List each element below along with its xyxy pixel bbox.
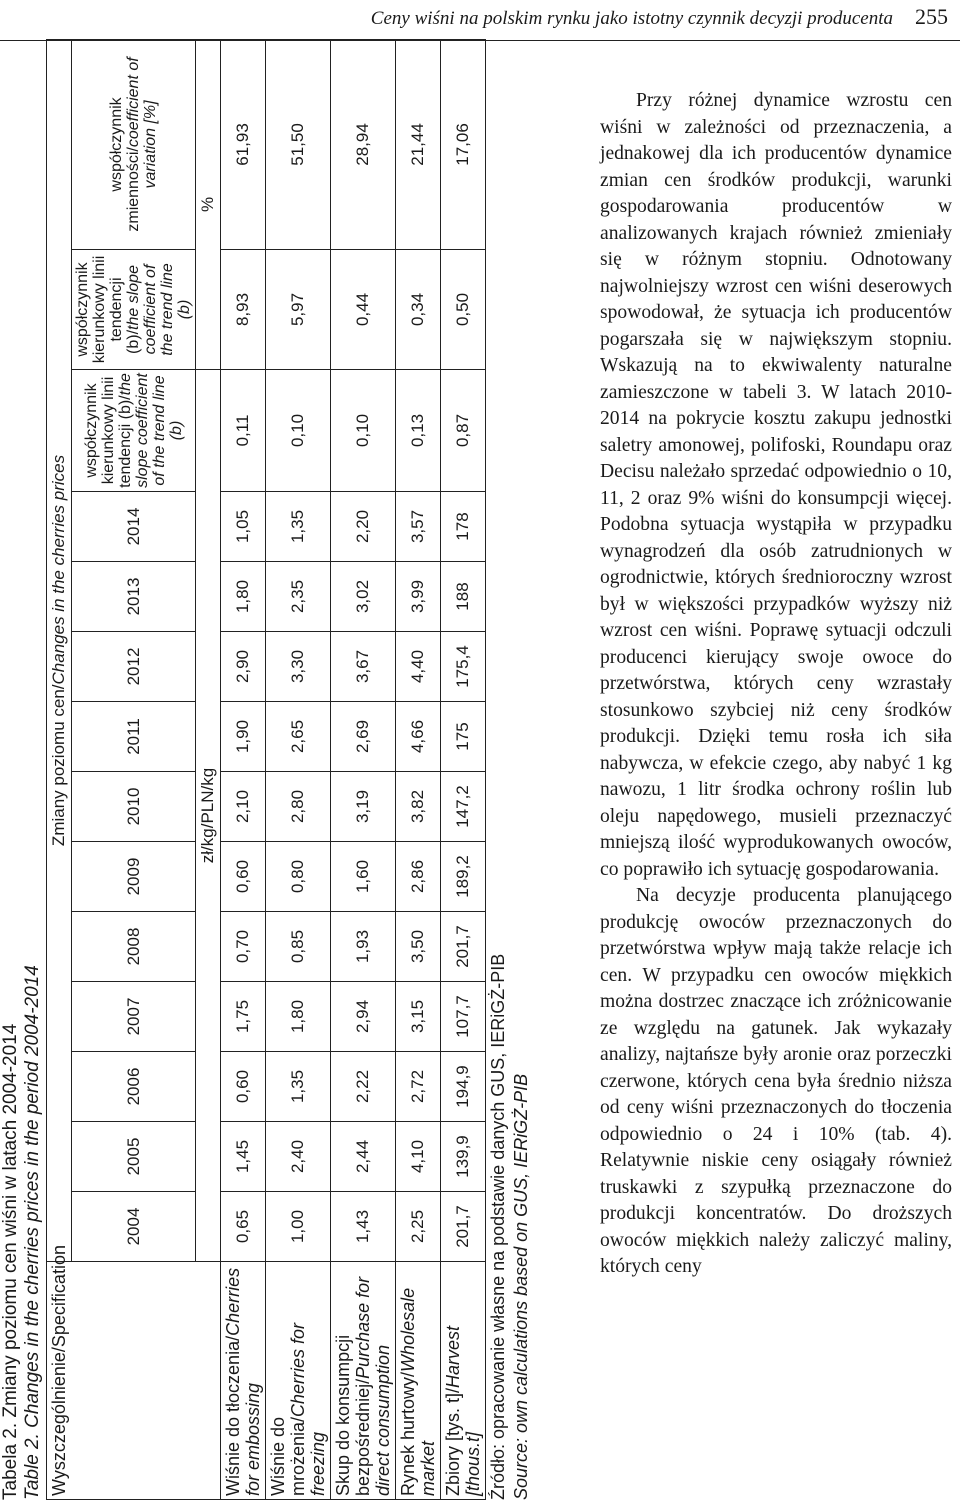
paragraph: Na decyzje producenta planującego produkcję owoców przeznaczonych do przetwórstwa wpływ mają także relacje ich cen. W przypadku cen owoców miękkich można dostrzec znaczące ich zróżnicowanie ze względu na gatunek. Jak wykazały analizy, najtańsze były aronie oraz porzeczki czerwone, których cena była średnio niższa od ceny wiśni przeznaczonych do tłoczenia odpowiednio o 24 i 10% (tab. 4). Relatywnie niskie ceny osiągały również truskawki z szypułką przeznaczone do produkcji koncentratów. Do droższych owoców miękkich należy zaliczyć maliny, których ceny (600, 885, 952, 1277)
value-cell: 0,85 (266, 912, 331, 982)
col-b2-en: the slope coefficient of the trend line (b) (125, 263, 193, 356)
stat-cell-b1: 0,11 (221, 370, 266, 492)
value-cell: 3,15 (396, 982, 441, 1052)
col-b1-en: the slope coefficient of the trend line (b) (116, 373, 185, 488)
value-cell: 4,10 (396, 1122, 441, 1192)
row-label-en: Harvest [thous.t] (443, 1325, 483, 1496)
value-cell: 2,10 (221, 772, 266, 842)
stat-cell-v: 21,44 (396, 39, 441, 249)
col-v-header (72, 39, 196, 249)
row-label-pl: Wiśnie do tłoczenia/ (223, 1335, 243, 1496)
value-cell: 1,35 (266, 1052, 331, 1122)
body-text-column (600, 88, 952, 1281)
value-cell: 194,9 (441, 1052, 486, 1122)
value-cell: 201,7 (441, 1192, 486, 1262)
value-cell: 3,50 (396, 912, 441, 982)
col-v-pl: współczynnik zmienności/ (108, 97, 142, 232)
value-cell: 1,43 (331, 1192, 396, 1262)
spec-header: Wyszczególnienie/Specification (47, 1262, 221, 1500)
value-cell: 107,7 (441, 982, 486, 1052)
row-label (331, 1262, 396, 1500)
col-b2-pl: współczynnik kierunkowy linii tendencji (b)/ (74, 255, 142, 364)
value-cell: 1,00 (266, 1192, 331, 1262)
row-label-en: Cherries for embossing (223, 1267, 263, 1496)
stat-cell-v: 28,94 (331, 39, 396, 249)
year-header: 2014 (72, 492, 196, 562)
value-cell: 175,4 (441, 632, 486, 702)
value-cell: 175 (441, 702, 486, 772)
table-caption-pl: Tabela 2. Zmiany poziomu cen wiśni w latach 2004-2014 (0, 1023, 21, 1500)
value-cell: 1,80 (221, 562, 266, 632)
stat-cell-v: 51,50 (266, 39, 331, 249)
value-cell: 3,02 (331, 562, 396, 632)
value-cell: 3,67 (331, 632, 396, 702)
value-cell: 3,82 (396, 772, 441, 842)
table-row (396, 39, 441, 1499)
row-label (441, 1262, 486, 1500)
year-header: 2013 (72, 562, 196, 632)
stat-cell-b2: 5,97 (266, 250, 331, 370)
col-v-en: coefficient of variation [%] (125, 57, 159, 189)
row-label (221, 1262, 266, 1500)
table-row (221, 39, 266, 1499)
year-header: 2012 (72, 632, 196, 702)
col-b1-pl: współczynnik kierunkowy linii tendencji (b)/ (82, 376, 134, 488)
value-cell: 1,75 (221, 982, 266, 1052)
value-cell: 0,65 (221, 1192, 266, 1262)
source-en: Source: own calculations based on GUS, IERiGŻ-PIB (511, 1073, 531, 1500)
year-header: 2007 (72, 982, 196, 1052)
value-cell: 2,69 (331, 702, 396, 772)
unit-price: zł/kg/PLN/kg (196, 370, 221, 1262)
col-b1-header (72, 370, 196, 492)
stat-cell-b1: 0,10 (266, 370, 331, 492)
table-caption-en: Table 2. Changes in the cherries prices in the period 2004-2014 (22, 965, 43, 1500)
value-cell: 4,66 (396, 702, 441, 772)
value-cell: 4,40 (396, 632, 441, 702)
table-row (331, 39, 396, 1499)
value-cell: 3,19 (331, 772, 396, 842)
value-cell: 2,40 (266, 1122, 331, 1192)
row-label-en: Cherries for freezing (288, 1322, 328, 1496)
row-label (266, 1262, 331, 1500)
value-cell: 1,60 (331, 842, 396, 912)
value-cell: 3,57 (396, 492, 441, 562)
value-cell: 0,60 (221, 1052, 266, 1122)
year-header: 2008 (72, 912, 196, 982)
value-cell: 2,90 (221, 632, 266, 702)
table-row (266, 39, 331, 1499)
rotated-table-block (0, 40, 585, 1500)
source-pl: Źródło: opracowanie własne na podstawie danych GUS, IERiGŻ-PIB (488, 953, 508, 1500)
value-cell: 2,80 (266, 772, 331, 842)
row-label-pl: Skup do konsumpcji bezpośredniej/ (333, 1334, 373, 1496)
value-cell: 2,35 (266, 562, 331, 632)
group-header-pl: Zmiany poziomu cen/ (49, 684, 68, 847)
value-cell: 2,86 (396, 842, 441, 912)
row-label-en: Purchase for direct consumption (353, 1276, 393, 1496)
running-title: Ceny wiśni na polskim rynku jako istotny czynnik decyzji producenta (370, 8, 893, 29)
stat-cell-b2: 0,44 (331, 250, 396, 370)
table-body (221, 39, 486, 1499)
stat-cell-b1: 0,13 (396, 370, 441, 492)
stat-cell-v: 61,93 (221, 39, 266, 249)
unit-pct: % (196, 39, 221, 369)
year-header: 2011 (72, 702, 196, 772)
value-cell: 0,70 (221, 912, 266, 982)
value-cell: 1,45 (221, 1122, 266, 1192)
value-cell: 1,93 (331, 912, 396, 982)
stat-cell-b2: 8,93 (221, 250, 266, 370)
value-cell: 147,2 (441, 772, 486, 842)
value-cell: 188 (441, 562, 486, 632)
year-header: 2006 (72, 1052, 196, 1122)
table-row (441, 39, 486, 1499)
running-header (371, 4, 948, 30)
row-label (396, 1262, 441, 1500)
value-cell: 1,05 (221, 492, 266, 562)
row-label-en: Wholesale market (398, 1287, 438, 1496)
year-header: 2010 (72, 772, 196, 842)
value-cell: 1,90 (221, 702, 266, 772)
value-cell: 3,30 (266, 632, 331, 702)
value-cell: 2,65 (266, 702, 331, 772)
table-header-row-1 (47, 39, 72, 1499)
stat-cell-b1: 0,10 (331, 370, 396, 492)
row-label-pl: Wiśnie do mrożenia/ (268, 1416, 308, 1496)
value-cell: 3,99 (396, 562, 441, 632)
value-cell: 0,80 (266, 842, 331, 912)
value-cell: 201,7 (441, 912, 486, 982)
group-header (47, 39, 72, 1261)
stat-cell-b2: 0,50 (441, 250, 486, 370)
stat-cell-v: 17,06 (441, 39, 486, 249)
value-cell: 1,35 (266, 492, 331, 562)
stat-cell-b1: 0,87 (441, 370, 486, 492)
row-label-pl: Zbiory [tys. t]/ (443, 1387, 463, 1496)
value-cell: 2,20 (331, 492, 396, 562)
col-b2-header (72, 250, 196, 370)
value-cell: 2,22 (331, 1052, 396, 1122)
year-header: 2005 (72, 1122, 196, 1192)
page-number: 255 (915, 4, 948, 29)
value-cell: 2,72 (396, 1052, 441, 1122)
year-header: 2004 (72, 1192, 196, 1262)
row-label-pl: Rynek hurtowy/ (398, 1371, 418, 1496)
value-cell: 2,44 (331, 1122, 396, 1192)
value-cell: 139,9 (441, 1122, 486, 1192)
value-cell: 2,94 (331, 982, 396, 1052)
year-header: 2009 (72, 842, 196, 912)
value-cell: 2,25 (396, 1192, 441, 1262)
price-changes-table (46, 39, 486, 1500)
stat-cell-b2: 0,34 (396, 250, 441, 370)
paragraph: Przy różnej dynamice wzrostu cen wiśni w zależności od przeznaczenia, a jednakowej dla ich producentów dynamice zmian cen środków produkcji, warunki gospodarowania producentów w analizowanych krajach również zmieniały się w różnym stopniu. Odnotowany najwolniejszy wzrost cen wiśni deserowych spowodował, że sytuacja ich producentów pogarszała się w największym stopniu. Wskazują na to ekwiwalenty naturalne zamieszczone w tabeli 3. W latach 2010-2014 na pokrycie kosztu zakupu jednostki saletry amonowej, polifoski, Roundapu oraz Decisu należało sprzedać odpowiednio o 10, 11, 2 oraz 9% wiśni do konsumpcji więcej. Podobna sytuacja wystąpiła w przypadku wynagrodzeń dla osób zatrudnionych w ogrodnictwie, których średnioroczny wzrost był w większości przypadków wyższy niż wzrost cen wiśni. Poprawę sytuacji odczuli producenci kierujący swoje owoce do przetwórstwa, których ceny wzrastały stosunkowo szybciej niż ceny środków produkcji. Dzięki temu rosła ich siła nabywcza, w efekcie czego, aby nabyć 1 kg nawozu, 1 litr środka ochrony roślin lub oleju napędowego, musieli przeznaczyć mniejszą ilość wyprodukowanych owoców, co poprawiło ich sytuację gospodarowania. (600, 90, 952, 880)
value-cell: 1,80 (266, 982, 331, 1052)
value-cell: 0,60 (221, 842, 266, 912)
value-cell: 189,2 (441, 842, 486, 912)
group-header-en: Changes in the cherries prices (49, 454, 68, 685)
value-cell: 178 (441, 492, 486, 562)
